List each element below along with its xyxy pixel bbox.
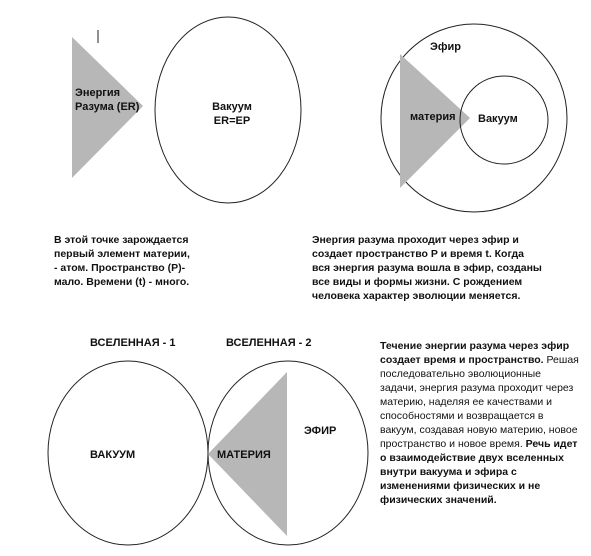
matter-upper-label: МАТЕРИЯ — [217, 449, 271, 461]
caption-2-line-2: создает пространство P и время t. Когда — [312, 248, 524, 260]
caption-2-line-4: все виды и формы жизни. С рождением — [312, 276, 523, 288]
caption-2-line-1: Энергия разума проходит через эфир и — [312, 234, 519, 246]
caption-2 — [312, 233, 542, 303]
vacuum-upper-label: ВАКУУМ — [90, 449, 136, 461]
ether-upper-label: ЭФИР — [304, 425, 337, 437]
matter-label: материя — [410, 111, 456, 123]
caption-1-line-3: - атом. Пространство (P)- — [54, 262, 186, 274]
caption-1-line-4: мало. Времени (t) - много. — [54, 276, 190, 288]
caption-2-line-3: вся энергия разума вошла в эфир, созданы — [312, 262, 542, 274]
triangle-label-line2: Разума (ER) — [75, 101, 140, 113]
caption-2-line-5: человека характер эволюции меняется. — [312, 290, 521, 302]
ether-label: Эфир — [430, 41, 461, 53]
paragraph-bold-intro: Течение энергии разума через эфир создает время и пространство. — [380, 340, 570, 366]
triangle-label-line1: Энергия — [75, 87, 121, 99]
caption-1-line-2: первый элемент материи, — [54, 248, 190, 260]
paragraph-bold-conclusion: Речь идет о взаимодействие двух вселенных внутри вакуума и эфира с изменениями физических и не физических значений. — [380, 438, 578, 506]
formula-label: ER=EP — [213, 115, 251, 127]
universe-1-title: ВСЕЛЕННАЯ - 1 — [90, 337, 176, 349]
paragraph-body: Решая последовательно эволюционные задачи, энергия разума проходит через материю, наделяя ее качествами и способностями и возвращается в вакуум, создавая новую материю, новое пространство и новое время. — [380, 354, 579, 450]
vacuum-inner-label: Вакуум — [478, 113, 518, 125]
universe-2-title: ВСЕЛЕННАЯ - 2 — [226, 337, 312, 349]
vacuum-label: Вакуум — [212, 101, 252, 113]
caption-1 — [54, 233, 190, 289]
caption-1-line-1: В этой точке зарождается — [54, 234, 189, 246]
explanation-paragraph — [380, 339, 580, 507]
